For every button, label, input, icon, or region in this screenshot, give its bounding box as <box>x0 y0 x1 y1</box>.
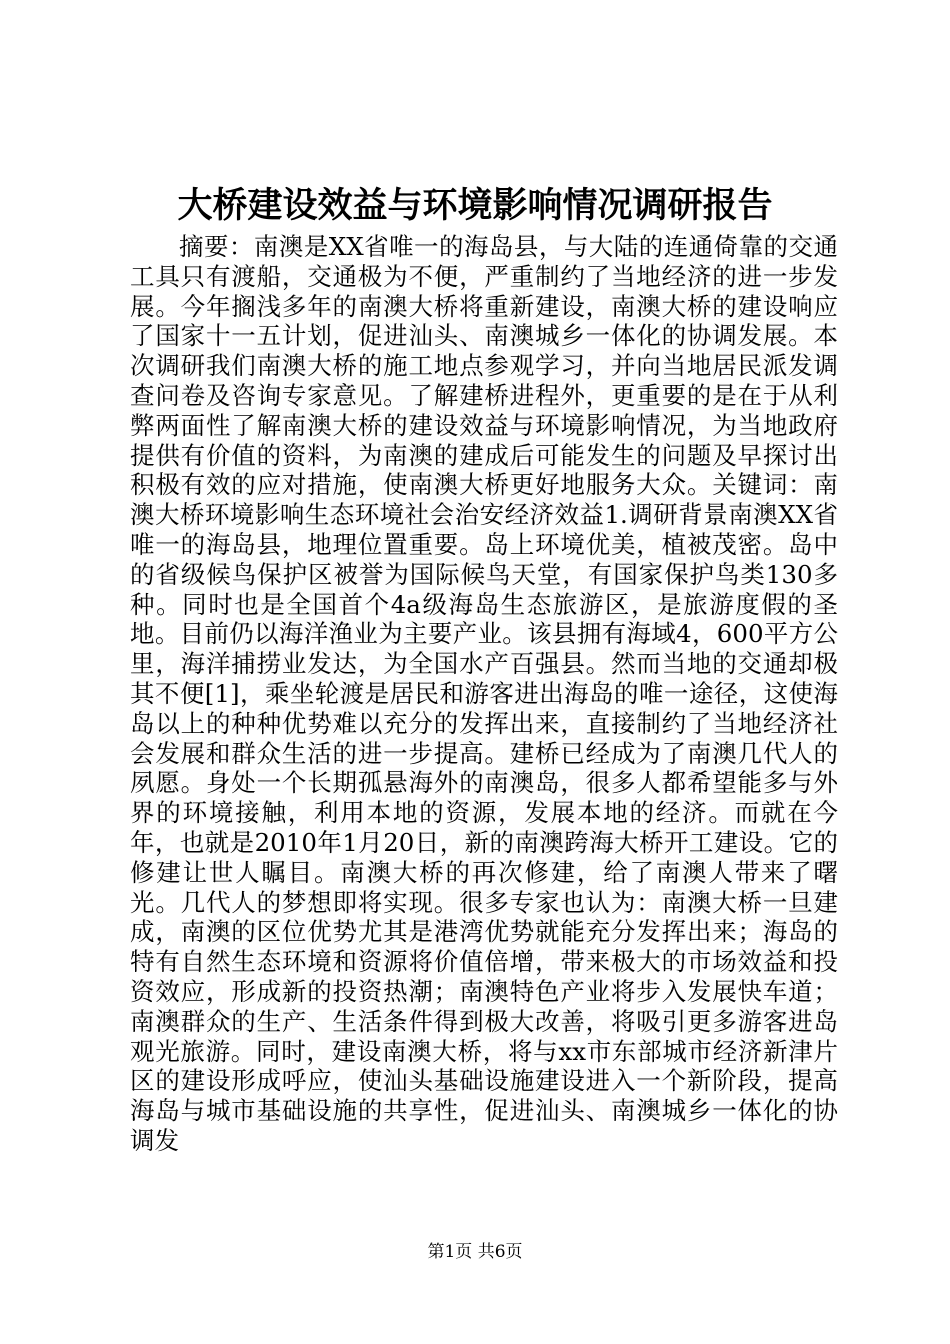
document-title: 大桥建设效益与环境影响情况调研报告 <box>177 185 773 226</box>
document-body: 摘要：南澳是XX省唯一的海岛县，与大陆的连通倚靠的交通工具只有渡船，交通极为不便，严重制约了当地经济的进一步发展。今年搁浅多年的南澳大桥将重新建设，南澳大桥的建设响应了国家十一五计划，促进汕头、南澳城乡一体化的协调发展。本次调研我们南澳大桥的施工地点参观学习，并向当地居民派发调查问卷及咨询专家意见。了解建桥进程外，更重要的是在于从利弊两面性了解南澳大桥的建设效益与环境影响情况，为当地政府提供有价值的资料，为南澳的建成后可能发生的问题及早探讨出积极有效的应对措施，使南澳大桥更好地服务大众。关键词：南澳大桥环境影响生态环境社会治安经济效益1.调研背景南澳XX省唯一的海岛县，地理位置重要。岛上环境优美，植被茂密。岛中的省级候鸟保护区被誉为国际候鸟天堂，有国家保护鸟类130多种。同时也是全国首个4a级海岛生态旅游区，是旅游度假的圣地。目前仍以海洋渔业为主要产业。该县拥有海域4，600平方公里，海洋捕捞业发达，为全国水产百强县。然而当地的交通却极其不便[1]，乘坐轮渡是居民和游客进出海岛的唯一途径，这使海岛以上的种种优势难以充分的发挥出来，直接制约了当地经济社会发展和群众生活的进一步提高。建桥已经成为了南澳几代人的夙愿。身处一个长期孤悬海外的南澳岛，很多人都希望能多与外界的环境接触，利用本地的资源，发展本地的经济。而就在今年，也就是2010年1月20日，新的南澳跨海大桥开工建设。它的修建让世人瞩目。南澳大桥的再次修建，给了南澳人带来了曙光。几代人的梦想即将实现。很多专家也认为：南澳大桥一旦建成，南澳的区位优势尤其是港湾优势就能充分发挥出来；海岛的特有自然生态环境和资源将价值倍增，带来极大的市场效益和投资效应，形成新的投资热潮；南澳特色产业将步入发展快车道；南澳群众的生产、生活条件得到极大改善，将吸引更多游客进岛观光旅游。同时，建设南澳大桥，将与xx市东部城市经济新津片区的建设形成呼应，使汕头基础设施建设进入一个新阶段，提高海岛与城市基础设施的共享性，促进汕头、南澳城乡一体化的协调发 <box>130 232 838 1155</box>
page-number-footer: 第1页 共6页 <box>427 1242 523 1262</box>
